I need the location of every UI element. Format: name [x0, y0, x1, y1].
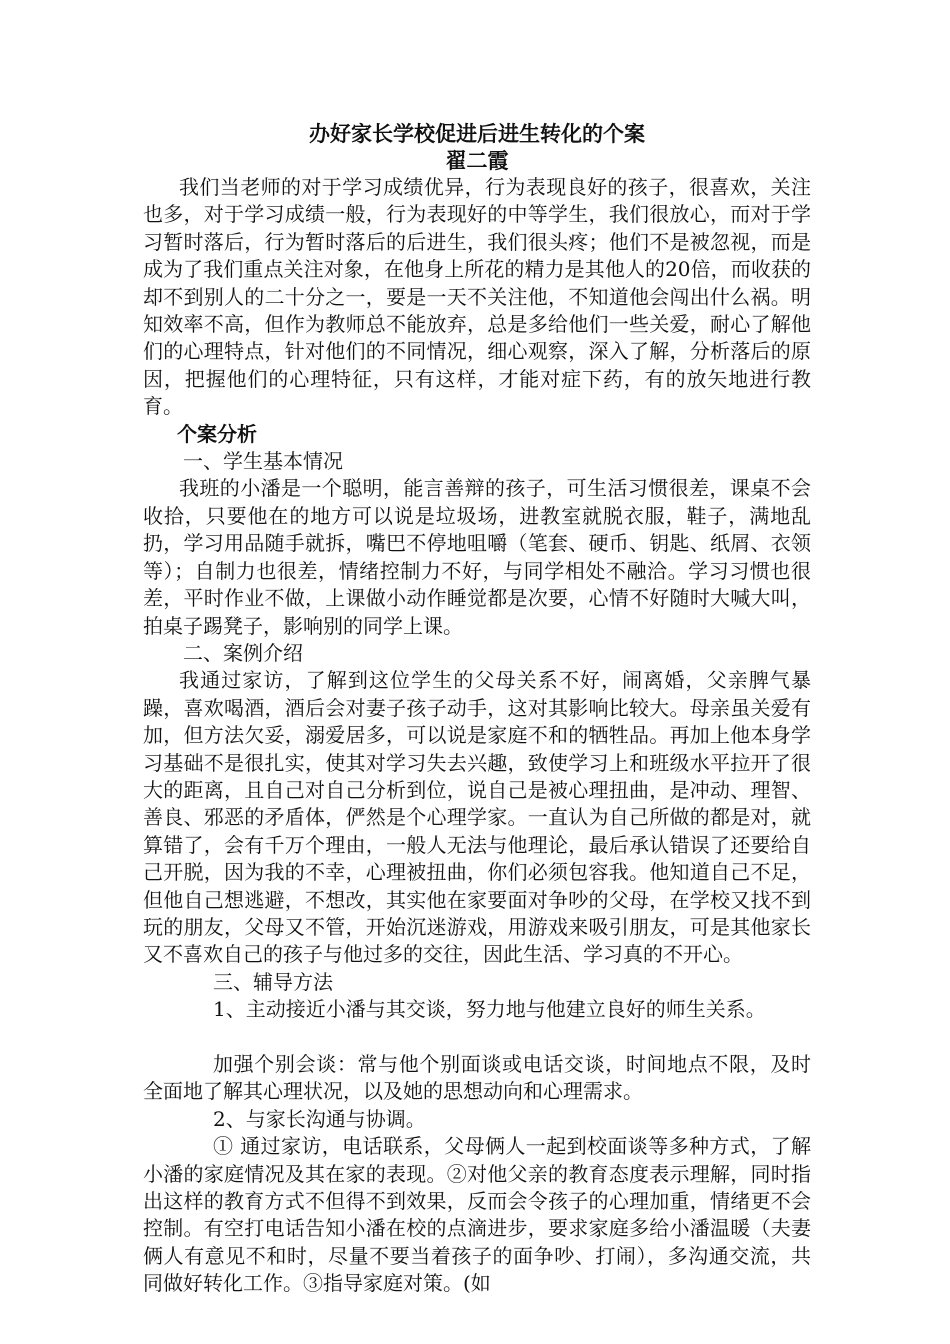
method-2-paragraph: ① 通过家访，电话联系，父母俩人一起到校面谈等多种方式，了解小潘的家庭情况及其在家的表现。②对他父亲的教育态度表示理解，同时指出这样的教育方式不但得不到效果，反而会令孩子的心理加重，情绪更不会控制。有空打电话告知小潘在校的点滴进步，要求家庭多给小潘温暖（夫妻俩人有意见不和时，尽量不要当着孩子的面争吵、打闹），多沟通交流，共同做好转化工作。③指导家庭对策。(如 [143, 1134, 811, 1296]
intro-paragraph: 我们当老师的对于学习成绩优异，行为表现良好的孩子，很喜欢，关注也多，对于学习成绩一般，行为表现好的中等学生，我们很放心，而对于学习暂时落后，行为暂时落后的后进生，我们很头疼；他们不是被忽视，而是成为了我们重点关注对象，在他身上所花的精力是其他人的20倍，而收获的却不到别人的二十分之一，要是一天不关注他，不知道他会闯出什么祸。明知效率不高，但作为教师总不能放弃，总是多给他们一些关爱，耐心了解他们的心理特点，针对他们的不同情况，细心观察，深入了解，分析落后的原因，把握他们的心理特征，只有这样，才能对症下药，有的放矢地进行教育。 [143, 175, 811, 419]
document-title: 办好家长学校促进后进生转化的个案 [309, 121, 645, 146]
section-1-title: 一、学生基本情况 [183, 449, 343, 474]
document-author: 翟二霞 [445, 148, 509, 173]
method-1-title: 1、主动接近小潘与其交谈，努力地与他建立良好的师生关系。 [213, 997, 766, 1022]
document-page [143, 120, 811, 1298]
section-2-title: 二、案例介绍 [183, 640, 303, 665]
blank-line [143, 1024, 811, 1051]
section-3-title: 三、辅导方法 [213, 969, 333, 994]
method-1-paragraph: 加强个别会谈：常与他个别面谈或电话交谈，时间地点不限，及时全面地了解其心理状况，以及她的思想动向和心理需求。 [143, 1051, 811, 1104]
section-1-paragraph: 我班的小潘是一个聪明，能言善辩的孩子，可生活习惯很差，课桌不会收拾，只要他在的地方可以说是垃圾场，进教室就脱衣服，鞋子，满地乱扔，学习用品随手就拆，嘴巴不停地咀嚼（笔套、硬币、钥匙、纸屑、衣领等）；自制力也很差，情绪控制力不好，与同学相处不融洽。学习习惯也很差，平时作业不做，上课做小动作睡觉都是次要，心情不好随时大喊大叫，拍桌子踢凳子，影响别的同学上课。 [143, 476, 811, 638]
section-heading: 个案分析 [177, 421, 257, 446]
method-2-title: 2、与家长沟通与协调。 [213, 1106, 426, 1131]
section-2-paragraph: 我通过家访，了解到这位学生的父母关系不好，闹离婚，父亲脾气暴躁，喜欢喝酒，酒后会对妻子孩子动手，这对其影响比较大。母亲虽关爱有加，但方法欠妥，溺爱居多，可以说是家庭不和的牺牲品。再加上他本身学习基础不是很扎实，使其对学习失去兴趣，致使学习上和班级水平拉开了很大的距离，且自己对自己分析到位，说自己是被心理扭曲，是冲动、理智、善良、邪恶的矛盾体，俨然是个心理学家。一直认为自己所做的都是对，就算错了，会有千万个理由，一般人无法与他理论，最后承认错误了还要给自己开脱，因为我的不幸，心理被扭曲，你们必须包容我。他知道自己不足，但他自己想逃避，不想改，其实他在家要面对争吵的父母，在学校又找不到玩的朋友，父母又不管，开始沉迷游戏，用游戏来吸引朋友，可是其他家长又不喜欢自己的孩子与他过多的交往，因此生活、学习真的不开心。 [143, 668, 811, 967]
